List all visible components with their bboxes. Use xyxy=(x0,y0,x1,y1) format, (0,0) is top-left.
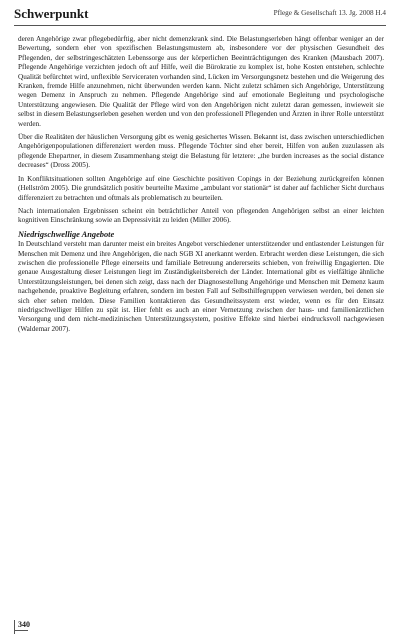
paragraph: In Deutschland versteht man darunter meist ein breites Angebot verschiedener unterstützender und entlastender Leistungen für Menschen mit Demenz und ihre Angehörigen, die nach SGB XI anerkannt werden. Erbracht werden diese Leistungen, die sich zwischen die professionelle Pflege einerseits und familiale Betreuung andererseits schieben, von freiwillig Engagierten. Die genaue Ausgestaltung dieser Leistungen liegt im Zuständigkeitsbereich der Länder. International gibt es vielfältige ähnliche Unterstützungsleistungen, bei denen sich zeigt, dass nach der Diagnosestellung Angehörige und Menschen mit Demenz kaum nachgehende, proaktive Begleitung erfahren, sondern im besten Fall auf Selbsthilfegruppen verwiesen werden, bei denen sie sich eher sehen melden. Diese Familien kontaktieren das Gesundheitssystem erst wieder, wenn es für den Einsatz niedrigschwelliger Hilfen zu spät ist. Hier fehlt es auch an einer Vernetzung zwischen der haus- und familienärztlichen Versorgung und dem nicht-medizinischen Unterstützungssystem, positive Effekte sind hierbei eindrucksvoll nachgewiesen (Waldemar 2007). xyxy=(18,240,384,333)
page-number: 340 xyxy=(18,620,30,629)
paragraph: deren Angehörige zwar pflegebedürftig, aber nicht demenzkrank sind. Die Belastungserleben hängt offenbar weniger an der Bewertung, sondern eher von spezifischen Belastungsmustern ab, insbesondere vor der physischen Gesundheit des Pflegenden, der selbstringeschätzten Lebenssorge aus der körperlichen Beeinträchtigungen des Kranken (Mausbach 2007). Pflegende Angehörige verzichten jedoch oft auf Hilfe, weil die Bürokratie zu komplex ist, hohe Kosten entstehen, schlechte Qualität befürchtet wird, unflexible Serviceraten vorhanden sind, Lücken im Versorgungsnetz bestehen und die Weigerung des Kranken, fremde Hilfe anzunehmen, nicht überwunden werden kann. Nicht zuletzt schämen sich Angehörige, Unterstützung wegen Demenz in Anspruch zu nehmen. Pflegende Angehörige sind auf emotionale Begleitung und psychologische Unterstützung angewiesen. Die Qualität der Pflege wird von den Angehörigen nicht zuletzt daran gemessen, inwieweit sie selbst in diesem Belastungserleben gesehen werden und von den professionell Pflegenden und Ärzten in ihrer Rolle unterstützt werden. xyxy=(18,35,384,128)
page-header xyxy=(14,6,386,26)
footer-rule xyxy=(14,630,28,631)
article-body xyxy=(18,35,384,338)
paragraph: Nach internationalen Ergebnissen scheint ein beträchtlicher Anteil von pflegenden Angehörigen selbst an einer leichten kognitiven Einschränkung sowie an Depressivität zu leiden (Miller 2006). xyxy=(18,206,384,225)
paragraph: Über die Realitäten der häuslichen Versorgung gibt es wenig gesichertes Wissen. Bekannt ist, dass zwischen unterschiedlichen Angehörigenpopulationen differenziert werden muss. Pflegende Töchter sind eher bereit, Hilfen von außen zuzulassen als pflegende Ehepartner, in diesem Zusammenhang steigt die Belastung für letztere: „the burden increases as the social distance decreases“ (Dross 2005). xyxy=(18,133,384,170)
footer-vertical-rule xyxy=(14,620,15,634)
journal-reference: Pflege & Gesellschaft 13. Jg. 2008 H.4 xyxy=(273,9,386,17)
subheading: Niedrigschwellige Angebote xyxy=(18,229,115,239)
section-title: Schwerpunkt xyxy=(14,6,89,21)
header-rule xyxy=(14,25,386,26)
paragraph: In Konfliktsituationen sollten Angehörige auf eine Geschichte positiven Copings in der Beziehung zurückgreifen können (Hellström 2005). Die grundsätzlich positiv beurteilte Maxime „ambulant vor stationär“ ist daher auf fachlicher Sicht durchaus differenziert zu betrachten und oftmals als problematisch zu beurteilen. xyxy=(18,174,384,202)
